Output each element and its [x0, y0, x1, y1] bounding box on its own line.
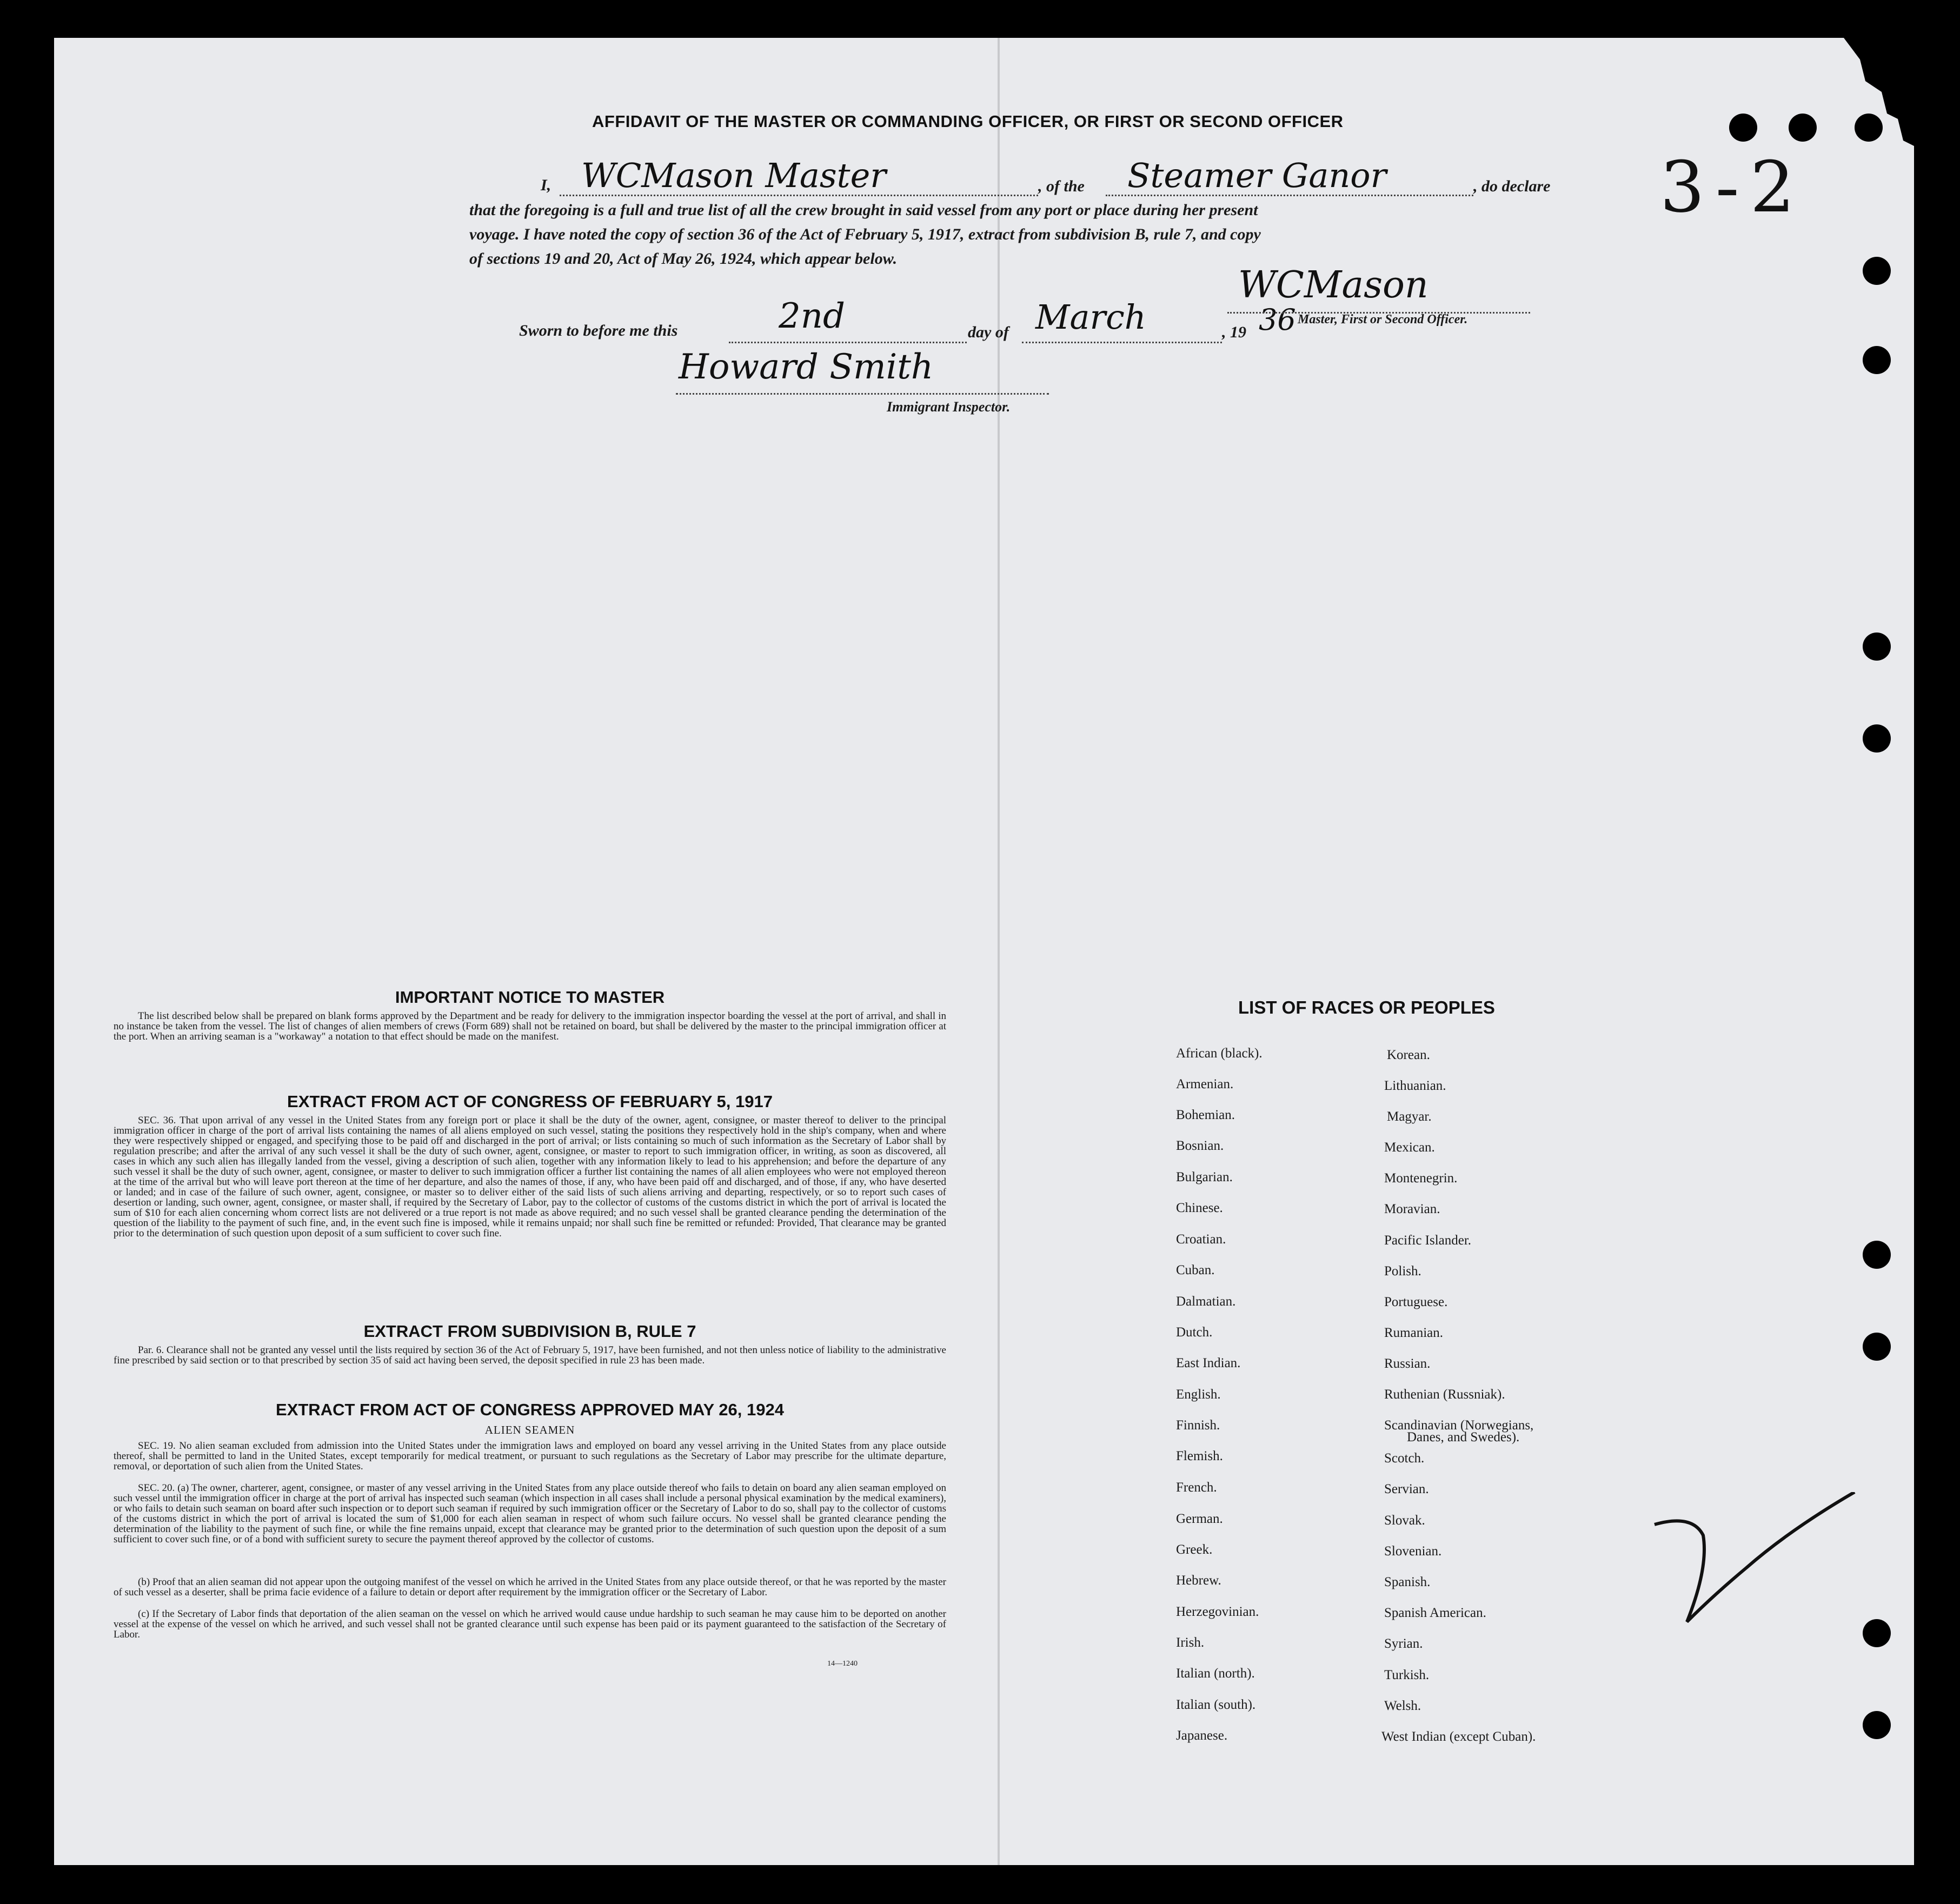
torn-corner: [1822, 38, 1914, 146]
race-item: Croatian.: [1176, 1232, 1226, 1247]
race-item: Turkish.: [1384, 1668, 1430, 1682]
race-item: Spanish.: [1384, 1575, 1431, 1589]
race-item: Dutch.: [1176, 1325, 1213, 1340]
punch-hole: [1863, 1333, 1891, 1361]
day-of-label: day of: [968, 323, 1009, 341]
race-item: Dalmatian.: [1176, 1294, 1236, 1309]
affidavit-line-3: voyage. I have noted the copy of section 36 of the Act of February 5, 1917, extract from subdivision B, rule 7, and copy: [469, 225, 1261, 243]
signature-caption: Master, First or Second Officer.: [1298, 312, 1468, 327]
notice-title: IMPORTANT NOTICE TO MASTER: [395, 988, 665, 1007]
race-item: English.: [1176, 1387, 1221, 1402]
affidavit-pronoun: I,: [541, 176, 552, 194]
race-item: Herzegovinian.: [1176, 1605, 1259, 1619]
race-item: Slovenian.: [1384, 1544, 1442, 1559]
corner-note-handwritten: 3-2: [1660, 146, 1806, 228]
extract-1924-sec19: SEC. 19. No alien seaman excluded from admission into the United States under the immigration laws and employed on board any vessel arriving in the United States from any place outside thereof, shall be permitted to land in the United States, except temporarily for medical treatment, or pursuant to such regulations as the Secretary of Labor may prescribe for the ultimate departure, removal, or deportation of such alien from the United States.: [114, 1441, 946, 1472]
extract-1917-title: EXTRACT FROM ACT OF CONGRESS OF FEBRUARY 5, 1917: [287, 1092, 773, 1111]
fold-line: [998, 38, 1000, 1865]
race-item: Magyar.: [1387, 1109, 1432, 1124]
document-page: [54, 38, 1914, 1865]
extract-1924-subtitle: ALIEN SEAMEN: [484, 1423, 575, 1436]
race-item: Danes, and Swedes).: [1407, 1430, 1520, 1444]
race-item: Bulgarian.: [1176, 1170, 1233, 1184]
race-item: East Indian.: [1176, 1356, 1241, 1370]
punch-hole: [1863, 1241, 1891, 1269]
year-handwritten: 36: [1259, 303, 1296, 337]
extract-rule7-text: Par. 6. Clearance shall not be granted any vessel until the lists required by section 36 of the Act of February 5, 1917, have been furnished, and not then unless notice of liability to the administrative fine prescribed by said section or to that prescribed by section 35 of said act having been served, the deposit specified in rule 23 has been made.: [114, 1345, 946, 1366]
race-item: Polish.: [1384, 1264, 1421, 1279]
race-item: Rumanian.: [1384, 1326, 1444, 1340]
race-item: Servian.: [1384, 1482, 1429, 1496]
inspector-handwritten: Howard Smith: [679, 347, 934, 387]
race-item: Scandinavian (Norwegians,: [1384, 1418, 1534, 1433]
race-item: Slovak.: [1384, 1513, 1425, 1528]
extract-1924-sec20a: SEC. 20. (a) The owner, charterer, agent, consignee, or master of any vessel arriving in the United States from any place outside thereof who fails to detain on board any alien seaman employed on such vessel until the immigration officer in charge at the port of arrival has inspected such seaman (which inspection in all cases shall include a personal physical examination by the medical examiners), or who fails to detain such seaman on board after such inspection or to deport such seaman if required by such immigration officer or the Secretary of Labor to do so, shall pay to the collector of customs of the customs district in which the port of arrival is located the sum of $1,000 for each alien seaman in respect of whom such failure occurs. No vessel shall be granted clearance pending the determination of the liability to the payment of such fine, or while the fine remains unpaid, except that clearance may be granted prior to the determination of such question upon the deposit of a sum sufficient to cover such fine, or of a bond with sufficient surety to secure the payment thereof approved by the collector of customs.: [114, 1483, 946, 1545]
extract-1924-sec20c: (c) If the Secretary of Labor finds that deportation of the alien seaman on the vessel on which he arrived would cause undue hardship to such seaman he may cause him to be deported on another vessel at the expense of the vessel on which he arrived, and such vessel shall not be granted clearance until such expense has been paid or its payment guaranteed to the satisfaction of the Secretary of Labor.: [114, 1609, 946, 1640]
race-item: Russian.: [1384, 1356, 1431, 1371]
punch-hole: [1863, 633, 1891, 661]
form-number: 14—1240: [827, 1660, 858, 1668]
race-item: Italian (north).: [1176, 1666, 1255, 1681]
race-item: Armenian.: [1176, 1077, 1234, 1091]
race-item: Flemish.: [1176, 1449, 1223, 1463]
race-item: Italian (south).: [1176, 1697, 1256, 1712]
race-item: African (black).: [1176, 1046, 1263, 1061]
inspector-line: [676, 392, 1049, 395]
punch-hole: [1863, 724, 1891, 753]
race-item: Ruthenian (Russniak).: [1384, 1387, 1505, 1402]
race-item: Greek.: [1176, 1542, 1213, 1557]
race-item: Finnish.: [1176, 1418, 1220, 1433]
of-the-label: , of the: [1038, 177, 1085, 195]
inspector-caption: Immigrant Inspector.: [887, 399, 1011, 415]
race-item: Korean.: [1387, 1048, 1430, 1062]
race-item: Bohemian.: [1176, 1108, 1235, 1122]
punch-hole: [1863, 346, 1891, 374]
extract-1924-title: EXTRACT FROM ACT OF CONGRESS APPROVED MAY 26, 1924: [276, 1400, 784, 1419]
do-declare-label: , do declare: [1473, 177, 1551, 195]
check-mark-icon: [1649, 1492, 1865, 1638]
race-item: Syrian.: [1384, 1636, 1423, 1651]
race-item: Scotch.: [1384, 1451, 1425, 1466]
race-item: Chinese.: [1176, 1201, 1223, 1215]
race-item: Mexican.: [1384, 1140, 1435, 1155]
extract-rule7-title: EXTRACT FROM SUBDIVISION B, RULE 7: [363, 1322, 696, 1341]
signature-handwritten: WCMason: [1238, 264, 1429, 307]
notice-text: The list described below shall be prepared on blank forms approved by the Department and be ready for delivery to the immigration inspector boarding the vessel at the port of arrival, and shall in no instance be taken from the vessel. The list of changes of alien members of crews (Form 689) shall not be retained on board, but shall be delivered by the master to the principal immigration officer at the port. When an arriving seaman is a "workaway" a notation to that effect should be made on the manifest.: [114, 1011, 946, 1042]
race-item: Japanese.: [1176, 1728, 1228, 1743]
race-item: French.: [1176, 1480, 1217, 1495]
races-title: LIST OF RACES OR PEOPLES: [1238, 997, 1495, 1017]
race-item: Moravian.: [1384, 1202, 1440, 1216]
race-item: Bosnian.: [1176, 1139, 1224, 1153]
affidavit-title: AFFIDAVIT OF THE MASTER OR COMMANDING OFFICER, OR FIRST OR SECOND OFFICER: [592, 112, 1344, 131]
race-item: German.: [1176, 1512, 1223, 1526]
punch-hole: [1729, 114, 1757, 142]
race-item: Montenegrin.: [1384, 1171, 1458, 1186]
race-item: Pacific Islander.: [1384, 1233, 1472, 1248]
month-line: [1022, 341, 1222, 343]
year-prefix: , 19: [1222, 323, 1246, 341]
race-item: Spanish American.: [1384, 1606, 1486, 1620]
race-item: West Indian (except Cuban).: [1381, 1729, 1536, 1744]
vessel-name-handwritten: Steamer Ganor: [1127, 156, 1387, 195]
punch-hole: [1863, 1619, 1891, 1647]
race-item: Cuban.: [1176, 1263, 1215, 1277]
sworn-label: Sworn to before me this: [519, 322, 678, 339]
punch-hole: [1863, 1711, 1891, 1739]
race-item: Hebrew.: [1176, 1573, 1221, 1588]
master-name-handwritten: WCMason Master: [581, 156, 886, 195]
affidavit-line-2: that the foregoing is a full and true list of all the crew brought in said vessel from any port or place during her present: [469, 201, 1258, 219]
extract-1924-sec20b: (b) Proof that an alien seaman did not appear upon the outgoing manifest of the vessel on which he arrived in the United States from any place outside thereof, or that he was reported by the master of such vessel as a deserter, shall be prima facie evidence of a failure to detain or deport after requirement by the immigration officer or the Secretary of Labor.: [114, 1577, 946, 1598]
affidavit-line-4: of sections 19 and 20, Act of May 26, 1924, which appear below.: [469, 250, 898, 268]
day-handwritten: 2nd: [779, 296, 845, 336]
race-item: Lithuanian.: [1384, 1079, 1446, 1093]
race-item: Irish.: [1176, 1635, 1205, 1650]
month-handwritten: March: [1035, 297, 1146, 337]
punch-hole: [1789, 114, 1817, 142]
race-item: Portuguese.: [1384, 1295, 1448, 1309]
punch-hole: [1863, 257, 1891, 285]
extract-1917-text: SEC. 36. That upon arrival of any vessel in the United States from any foreign port or place it shall be the duty of the owner, agent, consignee, or master thereof to deliver to the principal immigration officer in charge of the port of arrival lists containing the names of all aliens employed on such vessel, stating the positions they respectively hold in the ship's company, when and where they were respectively shipped or engaged, and specifying those to be paid off and discharged in the port of arrival; or lists containing so much of such information as the Secretary of Labor shall by regulation prescribe; and after the arrival of any such vessel it shall be the duty of such owner, agent, consignee, or master to report to such immigration officer, in writing, as soon as discovered, all cases in which any such alien has illegally landed from the vessel, giving a description of such alien, together with any information likely to lead to his apprehension; and before the departure of any such vessel it shall be the duty of such owner, agent, consignee, or master to deliver to such immigration officer a further list containing the names of all alien employees who were not employed thereon at the time of the arrival but who will leave port thereon at the time of her departure, and also the names of those, if any, who have been paid off and discharged, and of those, if any, who have deserted or landed; and in case of the failure of such owner, agent, consignee, or master so to deliver either of the said lists of such aliens arriving and departing, respectively, or so to report such cases of desertion or landing, such owner, agent, consignee, or master shall, if required by the Secretary of Labor, pay to the collector of customs of the customs district in which the port of arrival is located the sum of $10 for each alien concerning whom correct lists are not delivered or a true report is not made as above required; and no such vessel shall be granted clearance pending the determination of the question of the liability to the payment of such fine, and, in the event such fine is imposed, while it remains unpaid; nor shall such fine be remitted or refunded: Provided, That clearance may be granted prior to the determination of such question upon deposit of a sum sufficient to cover such fine.: [114, 1115, 946, 1239]
day-line: [729, 341, 967, 343]
race-item: Welsh.: [1384, 1699, 1421, 1713]
